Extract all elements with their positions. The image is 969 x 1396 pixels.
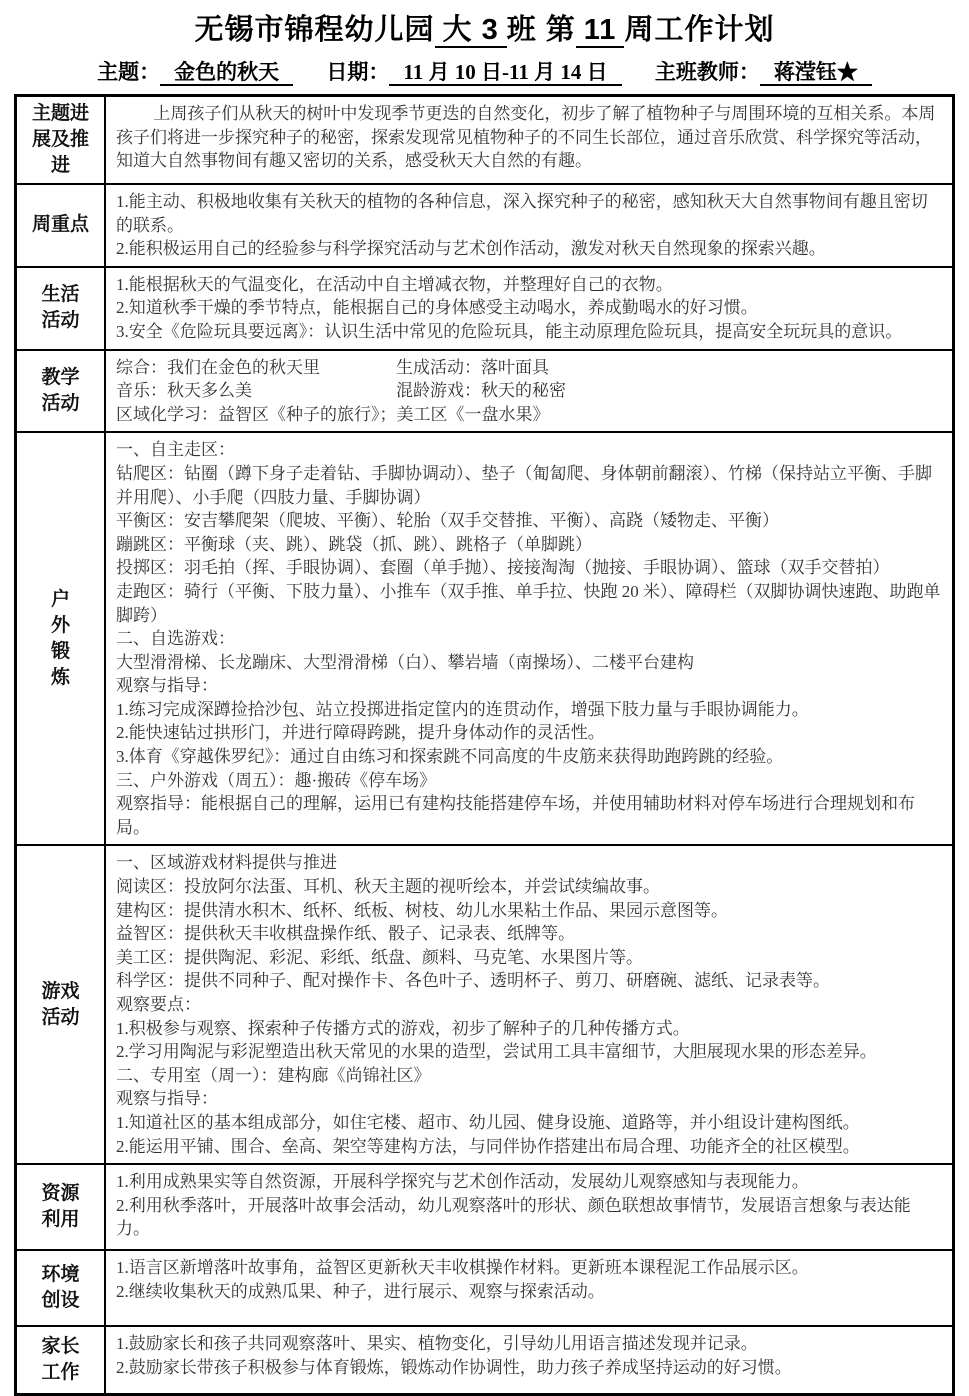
content-line: 二、专用室（周一）：建构廊《尚锦社区》	[116, 1065, 431, 1085]
row-content-game-activities	[106, 846, 952, 1163]
theme-value: 金色的秋天	[160, 60, 293, 86]
date-label: 日期：	[326, 60, 390, 84]
content-line: 一、区域游戏材料提供与推进	[116, 853, 337, 873]
content-line: 一、自主走区：	[116, 440, 235, 460]
plan-table	[14, 94, 955, 1396]
date-group	[326, 60, 621, 84]
content-line: 投掷区：羽毛拍（挥、手眼协调）、套圈（单手抛）、接接淘淘（抛接、手眼协调）、篮球（双手交替拍）	[116, 558, 890, 578]
content-line-col2: 生成活动：落叶面具	[396, 357, 549, 377]
content-line-col1: 音乐：秋天多么美	[116, 381, 252, 401]
row-content-outdoor-exercise	[106, 433, 952, 844]
row-label-outdoor-exercise: 户 外 锻 炼	[17, 433, 106, 844]
content-line: 三、户外游戏（周五）：趣·搬砖《停车场》	[116, 770, 437, 790]
content-line: 1.知道社区的基本组成部分，如住宅楼、超市、幼儿园、健身设施、道路等，并小组设计建构图纸。	[116, 1112, 860, 1132]
content-line: 蹦跳区：平衡球（夹、跳）、跳袋（抓、跳）、跳格子（单脚跳）	[116, 534, 592, 554]
content-line: 上周孩子们从秋天的树叶中发现季节更迭的自然变化，初步了解了植物种子与周围环境的互相关系。本周孩子们将进一步探究种子的秘密，探索发现常见植物种子的不同生长部位，通过音乐欣赏、科学探究等活动，知道大自然事物间有趣又密切的关系，感受秋天大自然的有趣。	[116, 104, 936, 171]
theme-label: 主题：	[97, 60, 161, 84]
date-value: 11 月 10 日-11 月 14 日	[389, 60, 621, 86]
title-class-underlined: 大 3	[435, 14, 507, 48]
content-line: 2.能快速钻过拱形门，并进行障碍跨跳，提升身体动作的灵活性。	[116, 723, 605, 743]
teacher-label: 主班教师：	[654, 60, 760, 84]
title-middle: 班 第	[506, 14, 576, 46]
title-week-number-underlined: 11	[576, 14, 625, 48]
title-suffix: 周工作计划	[624, 14, 775, 46]
content-line-col2: 混龄游戏：秋天的秘密	[396, 381, 566, 401]
row-label-environment-setup: 环境 创设	[17, 1251, 106, 1325]
table-row-outdoor-exercise	[17, 431, 952, 844]
content-line: 美工区：提供陶泥、彩泥、彩纸、纸盘、颜料、马克笔、水果图片等。	[116, 947, 643, 967]
row-content-resource-use	[106, 1165, 952, 1249]
content-line: 2.继续收集秋天的成熟瓜果、种子，进行展示、观察与探索活动。	[116, 1281, 605, 1301]
row-label-theme-progress: 主题进 展及推 进	[17, 97, 106, 183]
content-line: 1.语言区新增落叶故事角，益智区更新秋天丰收棋操作材料。更新班本课程泥工作品展示区。	[116, 1258, 809, 1278]
content-line: 走跑区：骑行（平衡、下肢力量）、小推车（双手推、单手拉、快跑 20 米）、障碍栏（双脚协调快速跑、助跑单脚跨）	[116, 581, 941, 625]
row-content-theme-progress	[106, 97, 952, 183]
row-content-parent-work	[106, 1327, 952, 1393]
content-line: 二、自选游戏：	[116, 629, 235, 649]
row-label-life-activities: 生活 活动	[17, 268, 106, 349]
content-line: 1.鼓励家长和孩子共同观察落叶、果实、植物变化，引导幼儿用语言描述发现并记录。	[116, 1334, 758, 1354]
table-row-parent-work	[17, 1325, 952, 1393]
content-line: 建构区：提供清水积木、纸杯、纸板、树枝、幼儿水果粘土作品、果园示意图等。	[116, 900, 728, 920]
row-content-teaching-activities	[106, 351, 952, 432]
content-line: 3.安全《危险玩具要远离》：认识生活中常见的危险玩具，能主动原理危险玩具，提高安全玩玩具的意识。	[116, 321, 903, 341]
content-line: 2.能积极运用自己的经验参与科学探究活动与艺术创作活动，激发对秋天自然现象的探索兴趣。	[116, 239, 826, 259]
content-line: 平衡区：安吉攀爬架（爬坡、平衡）、轮胎（双手交替推、平衡）、高跷（矮物走、平衡）	[116, 511, 779, 531]
content-line: 观察指导：能根据自己的理解，运用已有建构技能搭建停车场，并使用辅助材料对停车场进行合理规划和布局。	[116, 794, 915, 837]
content-line: 益智区：提供秋天丰收棋盘操作纸、骰子、记录表、纸牌等。	[116, 924, 575, 944]
content-line: 科学区：提供不同种子、配对操作卡、各色叶子、透明杯子、剪刀、研磨碗、滤纸、记录表等。	[116, 971, 830, 991]
content-line: 2.学习用陶泥与彩泥塑造出秋天常见的水果的造型，尝试用工具丰富细节，大胆展现水果的形态差异。	[116, 1042, 877, 1062]
title-school: 无锡市锦程幼儿园	[194, 14, 435, 46]
content-line: 1.积极参与观察、探索种子传播方式的游戏，初步了解种子的几种传播方式。	[116, 1018, 690, 1038]
content-line: 1.利用成熟果实等自然资源，开展科学探究与艺术创作活动，发展幼儿观察感知与表现能力。	[116, 1172, 809, 1192]
row-label-teaching-activities: 教学 活动	[17, 351, 106, 432]
content-line: 1.能主动、积极地收集有关秋天的植物的各种信息，深入探究种子的秘密，感知秋天大自然事物间有趣且密切的联系。	[116, 192, 928, 235]
content-line: 钻爬区：钻圈（蹲下身子走着钻、手脚协调动）、垫子（匍匐爬、身体朝前翻滚）、竹梯（保持站立平衡、手脚并用爬）、小手爬（四肢力量、手脚协调）	[116, 463, 932, 507]
table-row-game-activities	[17, 844, 952, 1163]
row-label-parent-work: 家长 工作	[17, 1327, 106, 1393]
teacher-group	[655, 60, 872, 84]
teacher-value: 蒋滢钰★	[760, 60, 872, 86]
content-line: 3.体育《穿越侏罗纪》：通过自由练习和探索跳不同高度的牛皮筋来获得助跑跨跳的经验。	[116, 747, 784, 767]
content-line: 2.能运用平铺、围合、垒高、架空等建构方法，与同伴协作搭建出布局合理、功能齐全的社区模型。	[116, 1136, 860, 1156]
content-line: 观察要点：	[116, 995, 201, 1014]
row-label-game-activities: 游戏 活动	[17, 846, 106, 1163]
content-line: 1.能根据秋天的气温变化，在活动中自主增减衣物，并整理好自己的衣物。	[116, 274, 673, 294]
table-row-resource-use	[17, 1163, 952, 1249]
content-line: 2.鼓励家长带孩子积极参与体育锻炼，锻炼动作协调性，助力孩子养成坚持运动的好习惯。	[116, 1357, 792, 1377]
content-line: 1.练习完成深蹲捡拾沙包、站立投掷进指定筐内的连贯动作，增强下肢力量与手眼协调能力。	[116, 699, 809, 719]
page-title	[0, 10, 969, 50]
table-row-teaching-activities	[17, 349, 952, 432]
plan-meta-line	[0, 58, 969, 86]
content-line: 区域化学习：益智区《种子的旅行》；美工区《一盘水果》	[116, 404, 550, 424]
row-label-resource-use: 资源 利用	[17, 1165, 106, 1249]
theme-group	[97, 60, 293, 84]
table-row-life-activities	[17, 266, 952, 349]
row-label-week-focus: 周重点	[17, 185, 106, 266]
content-line: 观察与指导：	[116, 676, 218, 696]
table-row-theme-progress	[17, 97, 952, 183]
row-content-week-focus	[106, 185, 952, 266]
row-content-environment-setup	[106, 1251, 952, 1325]
content-line	[116, 356, 944, 380]
content-line: 阅读区：投放阿尔法蛋、耳机、秋天主题的视听绘本，并尝试续编故事。	[116, 877, 660, 897]
content-line-col1: 综合：我们在金色的秋天里	[116, 357, 320, 377]
table-row-environment-setup	[17, 1249, 952, 1325]
content-line: 2.知道秋季干燥的季节特点，能根据自己的身体感受主动喝水，养成勤喝水的好习惯。	[116, 298, 758, 318]
content-line: 2.利用秋季落叶，开展落叶故事会活动，幼儿观察落叶的形状、颜色联想故事情节，发展语言想象与表达能力。	[116, 1195, 911, 1239]
content-line: 观察与指导：	[116, 1089, 218, 1109]
content-line	[116, 379, 944, 403]
content-line: 大型滑滑梯、长龙蹦床、大型滑滑梯（白）、攀岩墙（南操场）、二楼平台建构	[116, 652, 694, 672]
row-content-life-activities	[106, 268, 952, 349]
table-row-week-focus	[17, 183, 952, 266]
